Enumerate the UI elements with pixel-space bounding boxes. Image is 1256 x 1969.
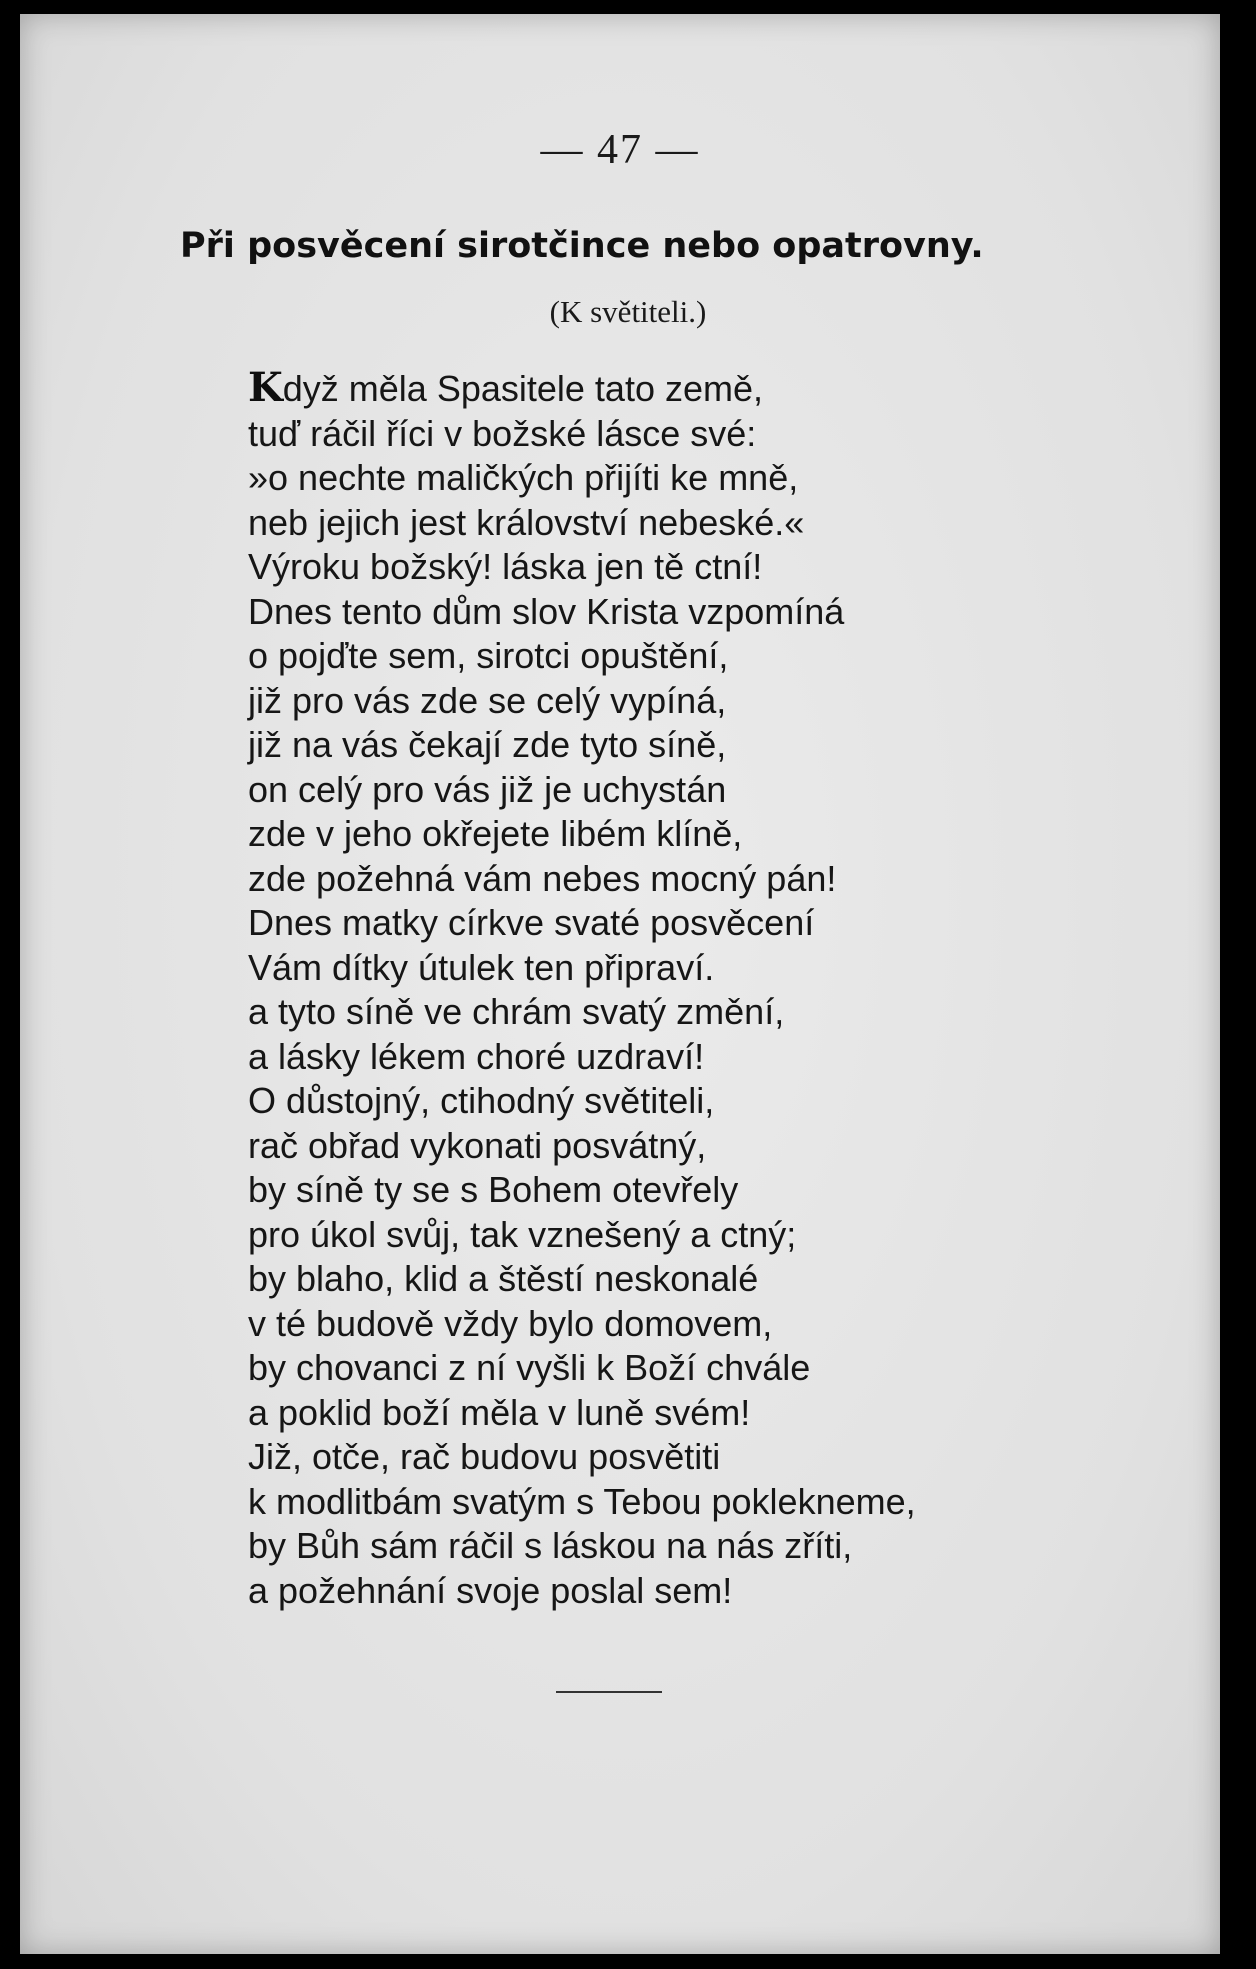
poem-line: a lásky lékem choré uzdraví! [248,1035,705,1077]
page-number: — 47 — [540,127,700,173]
poem-line: O důstojný, ctihodný světiteli, [248,1080,715,1121]
poem-line: Vám dítky útulek ten připraví. [248,946,715,988]
poem-line: by chovanci z ní vyšli k Boží chvále [248,1347,811,1388]
poem-line: již pro vás zde se celý vypíná, [248,679,727,721]
poem-line: již na vás čekají zde tyto síně, [248,724,727,765]
poem-line [248,366,916,412]
poem-line: v té budově vždy bylo domovem, [248,1302,773,1344]
poem-line: by síně ty se s Bohem otevřely [248,1169,739,1210]
poem-line: by Bůh sám ráčil s láskou na nás zříti, [248,1525,853,1566]
end-separator [556,1691,662,1693]
book-page [20,14,1220,1954]
poem-line: pro úkol svůj, tak vznešený a ctný; [248,1213,797,1255]
poem-line: a tyto síně ve chrám svatý změní, [248,991,785,1032]
poem-line: by blaho, klid a štěstí neskonalé [248,1258,759,1299]
poem-line: zde v jeho okřejete libém klíně, [248,813,743,854]
poem-line: a poklid boží měla v luně svém! [248,1391,751,1433]
poem-line: a požehnání svoje poslal sem! [248,1569,733,1611]
poem-line: on celý pro vás již je uchystán [248,768,727,810]
poem-line: Dnes matky církve svaté posvěcení [248,902,815,943]
drop-cap: K [248,364,283,411]
poem-line: Výroku božský! láska jen tě ctní! [248,546,763,587]
poem-line: Dnes tento dům slov Krista vzpomíná [248,590,845,632]
poem-line: o pojďte sem, sirotci opuštění, [248,635,729,676]
poem-line: »o nechte maličkých přijíti ke mně, [248,457,799,498]
poem-line: k modlitbám svatým s Tebou poklekneme, [248,1480,916,1522]
poem-line: zde požehná vám nebes mocný pán! [248,857,837,899]
poem-subtitle: (K světiteli.) [549,294,707,329]
poem-line: Již, otče, rač budovu posvětiti [248,1436,721,1477]
poem-line: tuď ráčil říci v božské lásce své: [248,412,757,454]
poem-body [248,366,916,1613]
poem-line: neb jejich jest království nebeské.« [248,501,805,543]
poem-line-text: dyž měla Spasitele tato země, [282,368,763,409]
poem-title: Při posvěcení sirotčince nebo opatrovny. [180,226,984,266]
poem-line: rač obřad vykonati posvátný, [248,1124,707,1166]
